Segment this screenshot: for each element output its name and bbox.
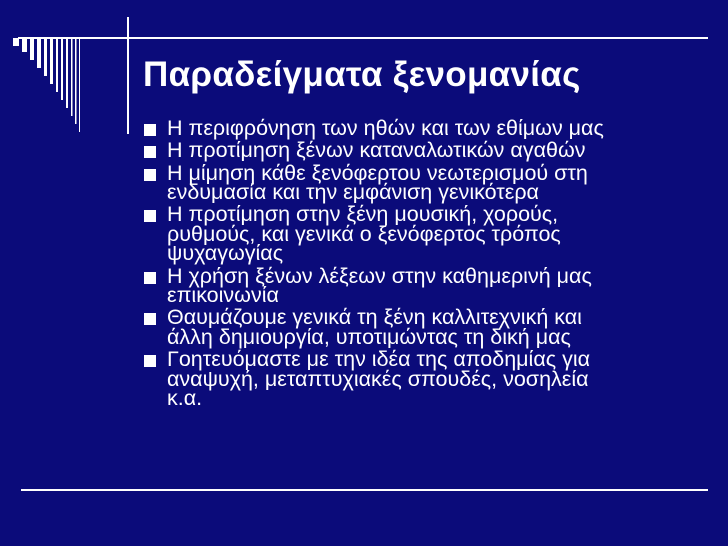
list-item	[140, 160, 680, 205]
list-item	[140, 347, 680, 411]
list-item	[140, 202, 680, 266]
list-item-text: Γοητευόμαστε με την ιδέα της αποδημίας για αναψυχή, μεταπτυχιακές σπουδές, νοσηλεία κ.α.	[167, 347, 591, 411]
list-item	[140, 138, 680, 163]
top-horizontal-rule	[18, 37, 708, 39]
list-item-text: Η περιφρόνηση των ηθών και των εθίμων μας	[167, 116, 604, 140]
list-item-text: Η χρήση ξένων λέξεων στην καθημερινή μας επικοινωνία	[167, 263, 592, 308]
list-item	[140, 116, 680, 140]
bullet-list	[140, 116, 680, 412]
list-item-text: Η προτίμηση ξένων καταναλωτικών αγαθών	[167, 138, 586, 163]
decorative-stripes	[0, 0, 140, 140]
bottom-horizontal-rule	[21, 489, 708, 491]
square-bullet-icon	[144, 272, 156, 284]
list-item-text: Η μίμηση κάθε ξενόφερτου νεωτερισμού στη ενδυμασία και την εμφάνιση γενικότερα	[167, 160, 588, 205]
square-bullet-icon	[144, 210, 156, 222]
square-bullet-icon	[144, 313, 156, 325]
list-item-text: Θαυμάζουμε γενικά τη ξένη καλλιτεχνική και άλλη δημιουργία, υποτιμώντας τη δική μας	[167, 305, 582, 349]
list-item-text: Η προτίμηση στην ξένη μουσική, χορούς, ρυθμούς, και γενικά ο ξενόφερτος τρόπος ψυχαγωγίας	[167, 202, 561, 266]
square-bullet-icon	[144, 355, 156, 367]
list-item	[140, 263, 680, 308]
square-bullet-icon	[144, 169, 156, 181]
left-vertical-rule	[127, 17, 129, 134]
slide-title: Παραδείγματα ξενομανίας	[143, 55, 581, 94]
list-item	[140, 305, 680, 349]
square-bullet-icon	[144, 146, 156, 158]
square-bullet-icon	[144, 124, 156, 136]
